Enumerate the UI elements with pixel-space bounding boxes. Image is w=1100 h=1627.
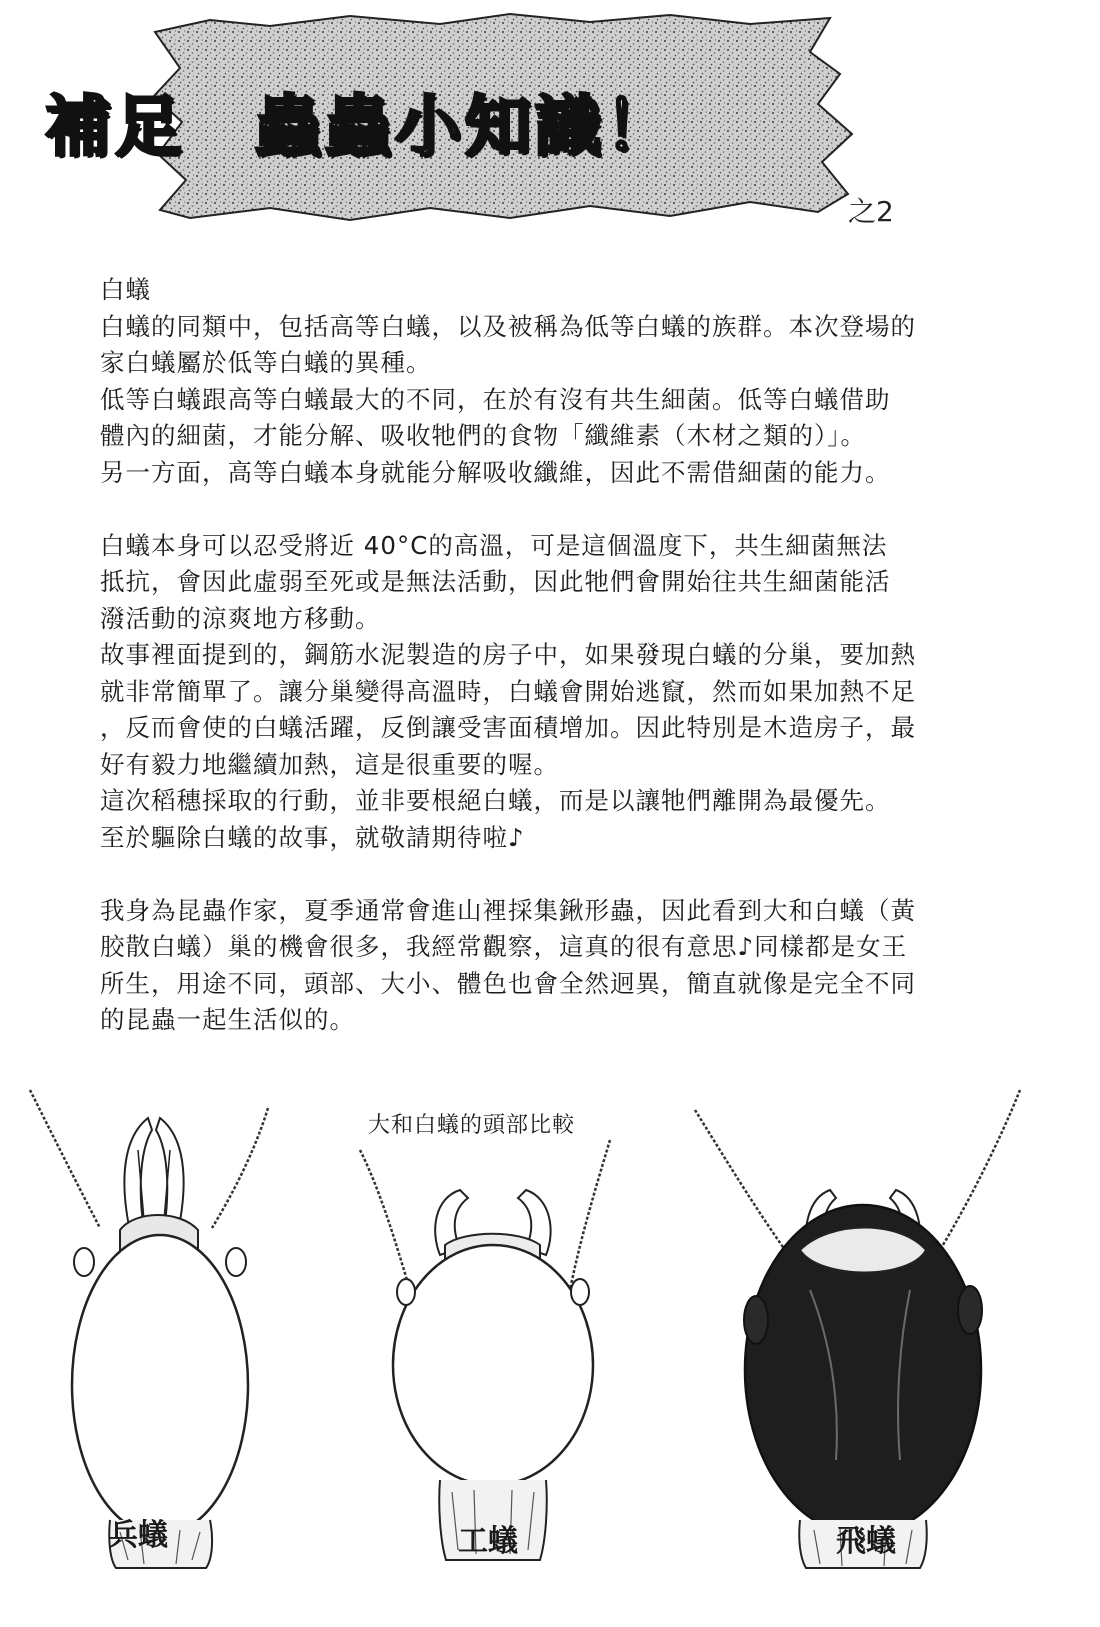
text-line: 體內的細菌，才能分解、吸收牠們的食物「纖維素（木材之類的）」。	[100, 421, 866, 450]
text-line: 另一方面，高等白蟻本身就能分解吸收纖維，因此不需借細菌的能力。	[100, 457, 891, 487]
text-line: 家白蟻屬於低等白蟻的異種。	[100, 348, 432, 377]
figure-caption: 大和白蟻的頭部比較	[368, 1113, 576, 1138]
text-line: 我身為昆蟲作家，夏季通常會進山裡採集鍬形蟲，因此看到大和白蟻（黃	[100, 895, 916, 925]
text-line: 潑活動的涼爽地方移動。	[100, 603, 381, 633]
text-line: 所生，用途不同，頭部、大小、體色也會全然迥異，簡直就像是完全不同	[100, 968, 916, 998]
paragraph-gap	[100, 491, 980, 528]
alate-termite-illustration	[690, 1080, 1030, 1570]
text-line: 至於驅除白蟻的故事，就敬請期待啦♪	[100, 822, 525, 852]
text-line: 低等白蟻跟高等白蟻最大的不同，在於有沒有共生細菌。低等白蟻借助	[100, 384, 891, 414]
worker-termite-illustration	[340, 1080, 640, 1570]
text-line: 好有毅力地繼續加熱，這是很重要的喔。	[100, 749, 559, 779]
section-heading: 白蟻	[100, 275, 151, 304]
worker-label: 工蟻	[458, 1524, 518, 1559]
text-line: 抵抗，會因此虛弱至死或是無法活動，因此牠們會開始往共生細菌能活	[100, 567, 891, 596]
text-line: 故事裡面提到的，鋼筋水泥製造的房子中，如果發現白蟻的分巢，要加熱	[100, 640, 916, 669]
text-line: 白蟻的同類中，包括高等白蟻，以及被稱為低等白蟻的族群。本次登場的	[100, 311, 916, 341]
text-line: 的昆蟲一起生活似的。	[100, 1005, 355, 1034]
article-body	[100, 272, 980, 1039]
text-line: 就非常簡單了。讓分巢變得高溫時，白蟻會開始逃竄，然而如果加熱不足	[100, 676, 916, 706]
text-line: 這次稻穗採取的行動，並非要根絕白蟻，而是以讓牠們離開為最優先。	[100, 786, 891, 815]
alate-label: 飛蟻	[836, 1524, 896, 1559]
text-line: ，反而會使的白蟻活躍，反倒讓受害面積增加。因此特別是木造房子，最	[100, 713, 916, 742]
soldier-termite-illustration	[20, 1080, 300, 1570]
chapter-mark: 之2	[848, 195, 894, 228]
text-line: 胶散白蟻）巢的機會很多，我經常觀察，這真的很有意思♪同樣都是女王	[100, 932, 908, 961]
banner-title: 補足 蟲蟲小知識！	[45, 87, 675, 165]
paragraph-gap	[100, 856, 980, 893]
text-line: 白蟻本身可以忍受將近 40°C的高溫，可是這個溫度下，共生細菌無法	[100, 530, 888, 560]
soldier-label: 兵蟻	[108, 1518, 168, 1553]
